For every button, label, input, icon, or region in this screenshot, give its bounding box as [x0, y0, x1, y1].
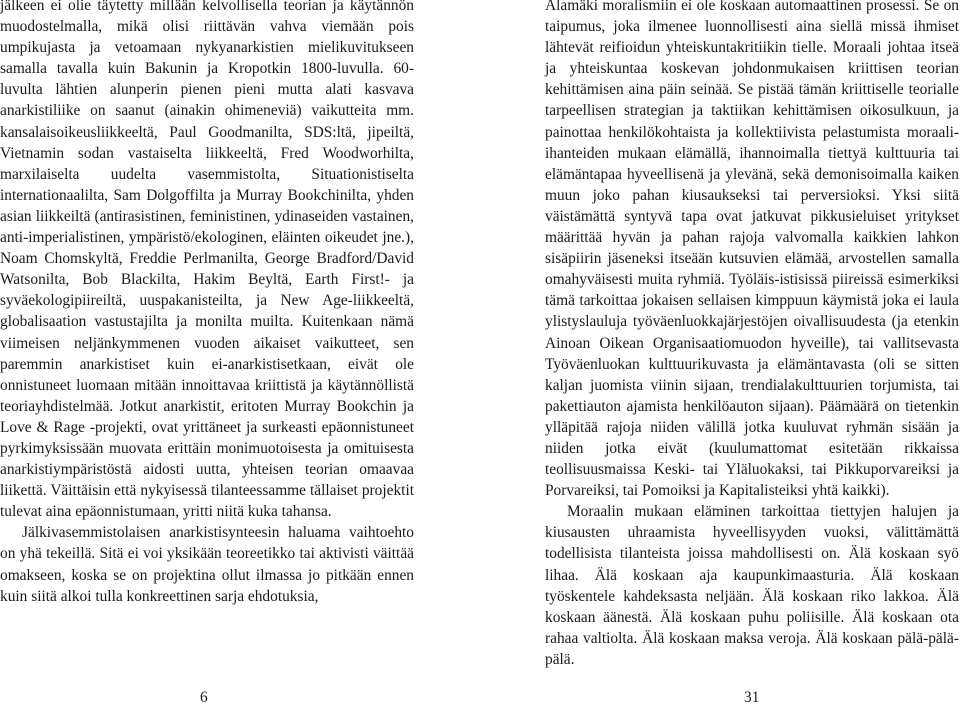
left-page-body — [0, 0, 414, 607]
paragraph: Moraalin mukaan eläminen tarkoittaa tiettyjen halujen ja kiusausten uhraamista hyveellisyyden vuoksi, välittämättä todellisista tilanteista joissa mahdollisesti on. Älä koskaan syö lihaa. Älä koskaan aja kaupunkimaasturia. Älä koskaan työskentele kahdeksasta neljään. Älä koskaan riko lakkoa. Älä koskaan äänestä. Älä koskaan puhu poliisille. Älä koskaan ota rahaa valtiolta. Älä koskaan maksa veroja. Älä koskaan pälä-pälä-pälä. — [545, 503, 959, 668]
left-page — [0, 0, 414, 720]
paragraph: jälkeen ei olie täytetty millään kelvollisella teorian ja käytännön muodostelmalla, mikä olisi riittävän vahva viemään pois umpikujasta ja vetoamaan nykyanarkistien mielikuvitukseen samalla tavalla kuin Bakunin ja Kropotkin 1800-luvulla. 60-luvulta lähtien alunperin pienen pieni mutta alati kasvava anarkistiliike on saanut (ainakin ohimeneviä) vaikutteita mm. kansalaisoikeusliikkeeltä, Paul Goodmanilta, SDS:ltä, jipeiltä, Vietnamin sodan vastaiselta liikkeeltä, Fred Woodworhilta, marxilaiselta uudelta vasemmistolta, Situationistiselta internationaalilta, Sam Dolgoffilta ja Murray Bookchinilta, yhden asian liikkeiltä (antirasistinen, feministinen, ydinaseiden vastainen, anti-imperialistinen, ympäristö/ekologinen, eläinten oikeudet jne.), Noam Chomskyltä, Freddie Perlmanilta, George Bradford/David Watsonilta, Bob Blackilta, Hakim Beyltä, Earth First!- ja syväekologipiireiltä, uuspakanisteilta, ja New Age-liikkeeltä, globalisaation vastustajilta ja monilta muilta. Kuitenkaan nämä viimeisen neljänkymmenen vuoden aikaiset vaikutteet, sen paremmin anarkistiset kuin ei-anarkistisetkaan, eivät ole onnistuneet luomaan mitään innoittavaa kriittistä ja käytännöllistä teoriayhdistelmää. Jotkut anarkistit, eritoten Murray Bookchin ja Love & Rage -projekti, ovat yrittäneet ja surkeasti epäonnistuneet pyrkimyksissään muovata erittäin monimuotoisesta ja omituisesta anarkistiympäristöstä aidosti uutta, yhteisen teorian omaavaa liikettä. Väittäisin että nykyisessä tilanteessamme tällaiset projektit tulevat aina epäonnistumaan, yritti niitä kuka tahansa. — [0, 0, 414, 521]
right-page-body — [545, 0, 959, 670]
page-number: 6 — [200, 689, 208, 706]
paragraph: Jälkivasemmistolaisen anarkistisynteesin haluama vaihtoehto on yhä tekeillä. Sitä ei voi yksikään teoreetikko tai aktivisti väittää omakseen, koska se on projektina ollut ilmassa jo pitkään ennen kuin siitä alkoi tulla konkreettinen sarja ehdotuksia, — [0, 524, 414, 605]
page-number: 31 — [744, 689, 760, 706]
right-page — [545, 0, 959, 720]
paragraph: Alamäki moralismiin ei ole koskaan automaattinen prosessi. Se on taipumus, joka ilmenee luonnollisesti aina siellä missä ihmiset lähtevät reifioidun yhteiskuntakritiikin tielle. Moraali johtaa itseä ja yhteiskuntaa koskevan johdonmukaisen kriittisen teorian kehittämisen aina päin seinää. Se pistää tämän kriittiselle teorialle tarpeellisen strategian ja taktiikan kehittämisen oikosulkuun, ja painottaa henkilökohtaista ja kollektiivista pelastumista moraali-ihanteiden mukaan elämällä, ihannoimalla tiettyä kulttuuria tai elämäntapaa hyveellisenä ja ylevänä, sekä demonisoimalla kaiken muun joko pahan kiusaukseksi tai perversioksi. Yksi siitä väistämättä syntyvä tapa ovat jatkuvat pikkusieluiset yritykset määrittää hyvän ja pahan rajoja valvomalla kaikkien lahkon sisäpiirin jäseneksi itseään kutsuvien elämää, arvostellen samalla omahyväisesti muita ryhmiä. Työläis-istisissä piireissä esimerkiksi tämä tarkoittaa jokaisen sellaisen kimppuun käymistä joka ei laula ylistyslauluja työväenluokkajärjestöjen oivallisuudesta (ja etenkin Ainoan Oikean Organisaatiomuodon hyveille), tai vallitsevasta Työväenluokan kulttuurikuvasta ja elämäntavasta (oli se sitten kaljan juomista viinin sijaan, trendialakulttuurien torjumista, tai pakettiauton ajamista henkilöauton sijaan). Päämäärä on tietenkin ylläpitää rajoja niiden välillä jotka kuuluvat ryhmän sisään ja niiden jotka eivät (kuulumattomat esitetään rikkaissa teollisuusmaissa Keski- tai Yläluokaksi, tai Pikkuporvareiksi ja Porvareiksi, tai Pomoiksi ja Kapitalisteiksi yhtä kaikki). — [545, 0, 959, 500]
